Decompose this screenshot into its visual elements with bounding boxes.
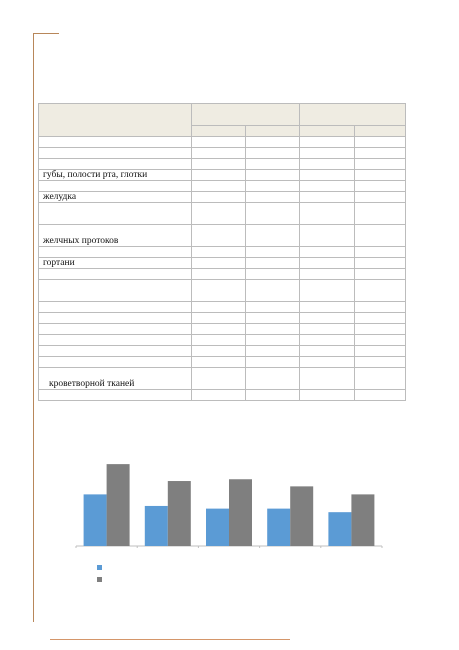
bar-series-2-category-2 [168, 481, 191, 546]
row-label [39, 324, 192, 335]
row-label [39, 269, 192, 280]
table-row [39, 368, 406, 390]
table-cell [355, 159, 406, 170]
table-row [39, 137, 406, 148]
table-cell [355, 203, 406, 225]
table-cell [246, 137, 300, 148]
table-cell [300, 247, 355, 258]
table-row [39, 192, 406, 203]
table-cell [355, 170, 406, 181]
table-cell [192, 170, 246, 181]
chart-legend [97, 565, 102, 589]
table-cell [192, 313, 246, 324]
table-cell [192, 280, 246, 302]
table-cell [246, 203, 300, 225]
table-cell [246, 390, 300, 401]
table-cell [246, 302, 300, 313]
row-label [39, 137, 192, 148]
table-row [39, 258, 406, 269]
bar-chart [74, 448, 384, 548]
table-row [39, 247, 406, 258]
table-cell [192, 159, 246, 170]
table-cell [355, 324, 406, 335]
table-header-cell [300, 126, 355, 137]
table-row [39, 313, 406, 324]
table-cell [246, 181, 300, 192]
bar-series-2-category-4 [290, 486, 313, 546]
table-cell [355, 357, 406, 368]
row-label [39, 357, 192, 368]
bar-series-1-category-1 [84, 494, 107, 546]
table-cell [300, 137, 355, 148]
table-header-cell [246, 126, 300, 137]
row-label: кроветворной тканей [39, 368, 192, 390]
table-cell [246, 357, 300, 368]
table-row [39, 280, 406, 302]
row-label [39, 148, 192, 159]
table-cell [300, 148, 355, 159]
bar-series-1-category-2 [145, 506, 168, 546]
table-row [39, 159, 406, 170]
table-row [39, 302, 406, 313]
table-row [39, 225, 406, 247]
table-header-cell [39, 104, 192, 137]
table-cell [300, 258, 355, 269]
table-cell [355, 181, 406, 192]
row-label [39, 159, 192, 170]
table-cell [300, 269, 355, 280]
table-cell [300, 159, 355, 170]
table-cell [355, 269, 406, 280]
bar-series-2-category-5 [351, 494, 374, 546]
table-cell [192, 335, 246, 346]
row-label: гортани [39, 258, 192, 269]
table-row [39, 324, 406, 335]
table-cell [192, 247, 246, 258]
table-row [39, 335, 406, 346]
table-header-cell [300, 104, 406, 126]
table-cell [246, 324, 300, 335]
table-row [39, 181, 406, 192]
table-cell [355, 137, 406, 148]
table-cell [246, 368, 300, 390]
table-cell [355, 346, 406, 357]
table-cell [246, 313, 300, 324]
table-row [39, 170, 406, 181]
bar-series-1-category-5 [328, 512, 351, 546]
table-cell [300, 313, 355, 324]
table-cell [300, 346, 355, 357]
table-cell [355, 313, 406, 324]
row-label: губы, полости рта, глотки [39, 170, 192, 181]
table-header-cell [192, 126, 246, 137]
table-cell [246, 225, 300, 247]
table-cell [300, 335, 355, 346]
bar-series-2-category-3 [229, 479, 252, 546]
row-label [39, 302, 192, 313]
table-cell [355, 192, 406, 203]
table-row [39, 357, 406, 368]
table-cell [192, 203, 246, 225]
table-cell [246, 148, 300, 159]
table-cell [300, 280, 355, 302]
table-cell [300, 368, 355, 390]
table-cell [192, 181, 246, 192]
table-row [39, 148, 406, 159]
table-header-cell [192, 104, 300, 126]
table-cell [246, 192, 300, 203]
row-label: желчных протоков [39, 225, 192, 247]
table-cell [192, 324, 246, 335]
table-cell [192, 357, 246, 368]
table-cell [246, 269, 300, 280]
page-frame-top [33, 33, 59, 34]
table-cell [192, 148, 246, 159]
bar-series-1-category-3 [206, 509, 229, 546]
table-cell [355, 148, 406, 159]
row-label [39, 280, 192, 302]
table-cell [246, 247, 300, 258]
table-cell [355, 302, 406, 313]
table-row [39, 346, 406, 357]
table-cell [192, 137, 246, 148]
table-cell [300, 324, 355, 335]
table-header-row-1 [39, 104, 406, 126]
table-row [39, 269, 406, 280]
table-cell [246, 335, 300, 346]
bar-series-1-category-4 [267, 509, 290, 546]
legend-marker-series-1 [97, 565, 102, 570]
table-row [39, 390, 406, 401]
table-cell [355, 335, 406, 346]
table-cell [300, 192, 355, 203]
page-frame-left [33, 33, 34, 622]
footer-rule [50, 639, 290, 640]
table-cell [300, 203, 355, 225]
bar-series-2-category-1 [107, 464, 130, 546]
table-cell [246, 280, 300, 302]
row-label: желудка [39, 192, 192, 203]
row-label [39, 335, 192, 346]
table-cell [192, 269, 246, 280]
table-cell [300, 390, 355, 401]
table-cell [192, 346, 246, 357]
table-header-cell [355, 126, 406, 137]
row-label [39, 346, 192, 357]
table-cell [192, 225, 246, 247]
table-cell [192, 302, 246, 313]
table-cell [355, 247, 406, 258]
table-cell [300, 302, 355, 313]
row-label [39, 247, 192, 258]
row-label [39, 203, 192, 225]
table-cell [192, 368, 246, 390]
table-cell [246, 258, 300, 269]
table-cell [355, 258, 406, 269]
table-cell [192, 192, 246, 203]
data-table [38, 103, 406, 401]
table-cell [246, 159, 300, 170]
table-cell [246, 170, 300, 181]
row-label [39, 390, 192, 401]
table-cell [355, 390, 406, 401]
table-cell [192, 390, 246, 401]
table-cell [355, 225, 406, 247]
legend-marker-series-2 [97, 577, 102, 582]
row-label [39, 181, 192, 192]
table-cell [300, 170, 355, 181]
table-cell [355, 368, 406, 390]
row-label [39, 313, 192, 324]
table-cell [300, 357, 355, 368]
table-cell [246, 346, 300, 357]
table-cell [355, 280, 406, 302]
table-cell [300, 225, 355, 247]
table-row [39, 203, 406, 225]
table-cell [192, 258, 246, 269]
table-cell [300, 181, 355, 192]
